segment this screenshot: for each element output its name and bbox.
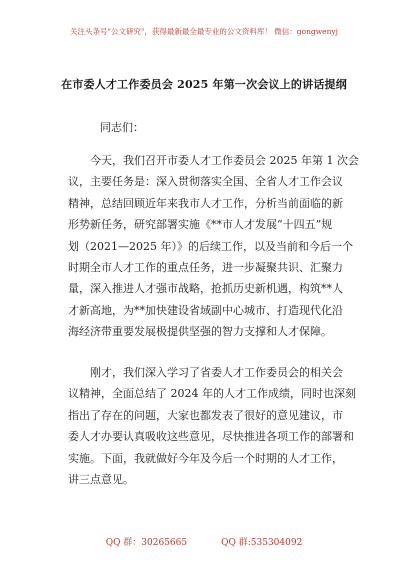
paragraph-line: 海经济带重要发展极提供坚强的智力支撑和人才保障。 [68,325,332,339]
paragraph-line: 讲三点意见。 [68,472,134,486]
paragraph-line: 委人才办要认真吸收这些意见，尽快推进各项工作的部署和 [68,430,354,444]
header-promo-note: 关注头条号"公文研究"，获得最新最全最专业的公文资料库！ 微信：gongwenyj [70,27,338,36]
paragraph-line: 议精神，全面总结了 2024 年的人才工作成绩，同时也深刻 [68,387,356,401]
salutation: 同志们： [100,121,144,134]
paragraph-line: 时期全市人才工作的重点任务，进一步凝聚共识、汇聚力 [68,260,343,274]
footer-contact [0,537,408,549]
paragraph-line: 指出了存在的问题，大家也都发表了很好的意见建议，市 [68,408,343,422]
footer-qq-group-1: QQ 群：30265665 [105,538,188,548]
paragraph-2 [68,362,356,490]
paragraph-line: 才新高地，为**加快建设省域副中心城市、打造现代化沿 [68,303,343,317]
document-title: 在市委人才工作委员会 2025 年第一次会议上的讲话提纲 [61,78,347,91]
paragraph-line: 形势新任务，研究部署实施《**市人才发展“十四五”规 [68,218,333,232]
paragraph-line: 量，深入推进人才强市战略，抢抓历史新机遇，构筑**人 [68,282,343,296]
paragraph-line: 今天，我们召开市委人才工作委员会 2025 年第 1 次会 [90,154,359,167]
paragraph-1 [68,150,359,343]
paragraph-line: 议，主要任务是：深入贯彻落实全国、全省人才工作会议 [68,175,343,189]
paragraph-line: 实施。下面，我就做好今年及今后一个时期的人才工作， [68,451,343,465]
paragraph-line: 刚才，我们深入学习了省委人才工作委员会的相关会 [90,366,343,379]
paragraph-line: 精神，总结回顾近年来我市人才工作，分析当前面临的新 [68,196,343,210]
paragraph-line: 划（2021—2025 年）》的后续工作，以及当前和今后一个 [68,239,353,253]
footer-qq-group-2: QQ 群:535304092 [221,538,303,548]
